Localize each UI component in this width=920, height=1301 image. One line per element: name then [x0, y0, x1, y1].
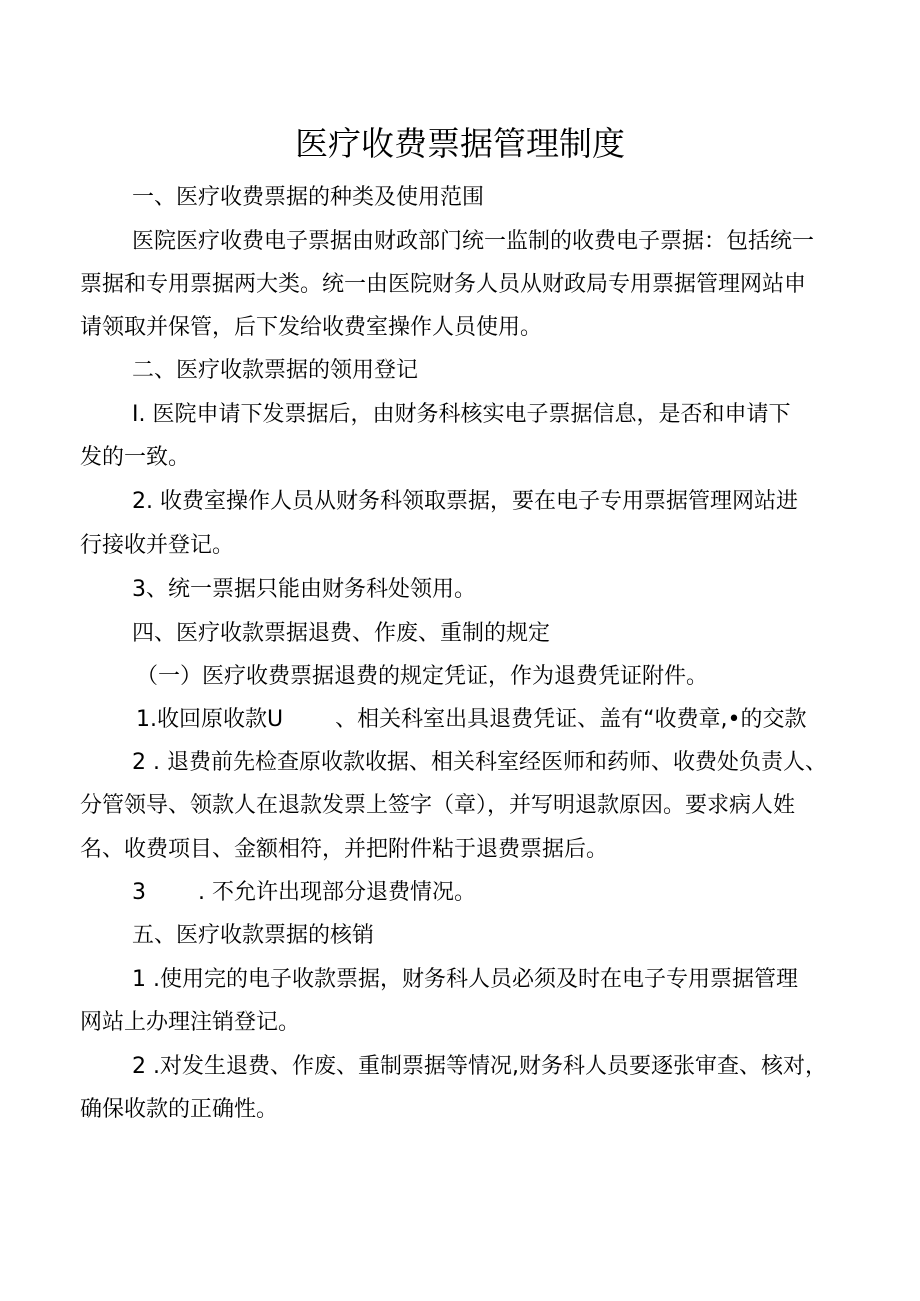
- paragraph-line: 名、收费项目、金额相符，并把附件粘于退费票据后。: [80, 837, 609, 862]
- line-fragment: 3: [132, 880, 146, 905]
- paragraph-line: 网站上办理注销登记。: [80, 1010, 301, 1035]
- section-heading-2: 二、医疗收款票据的领用登记: [132, 358, 419, 383]
- paragraph-line: 分管领导、领款人在退款发票上签字（章），并写明退款原因。要求病人姓: [80, 793, 796, 818]
- line-fragment: . 不允许出现部分退费情况。: [198, 880, 476, 905]
- paragraph-line: 请领取并保管，后下发给收费室操作人员使用。: [80, 315, 543, 340]
- paragraph-line: 1 .使用完的电子收款票据，财务科人员必须及时在电子专用票据管理: [132, 967, 798, 992]
- paragraph-line: 确保收款的正确性。: [80, 1097, 279, 1122]
- paragraph-line: [136, 705, 806, 735]
- paragraph-line: 医院医疗收费电子票据由财政部门统一监制的收费电子票据：包括统一: [132, 229, 815, 254]
- line-fragment: 、相关科室出具退费凭证、盖有“收费章,•的交款: [335, 707, 807, 732]
- subsection-heading: （一）医疗收费票据退费的规定凭证，作为退费凭证附件。: [136, 664, 709, 689]
- paragraph-line: 2 . 退费前先检查原收款收据、相关科室经医师和药师、收费处负责人、: [132, 750, 827, 775]
- paragraph-line: 2. 收费室操作人员从财务科领取票据，要在电子专用票据管理网站进: [132, 489, 798, 514]
- paragraph-line: 行接收并登记。: [80, 533, 235, 558]
- section-heading-1: 一、医疗收费票据的种类及使用范围: [132, 185, 485, 210]
- section-heading-4: 四、医疗收款票据退费、作废、重制的规定: [132, 621, 551, 646]
- document-title: 医疗收费票据管理制度: [295, 124, 625, 163]
- paragraph-line: 票据和专用票据两大类。统一由医院财务人员从财政局专用票据管理网站申: [80, 272, 807, 297]
- paragraph-line: I. 医院申请下发票据后，由财务科核实电子票据信息，是否和申请下: [132, 402, 791, 427]
- line-fragment: 1.收回原收款U: [136, 707, 284, 732]
- paragraph-line: 发的一致。: [80, 445, 191, 470]
- section-heading-5: 五、医疗收款票据的核销: [132, 923, 375, 948]
- paragraph-line: [132, 878, 476, 908]
- paragraph-line: 2 .对发生退费、作废、重制票据等情况,财务科人员要逐张审查、核对，: [132, 1054, 827, 1079]
- paragraph-line: 3、统一票据只能由财务科处领用。: [132, 577, 476, 602]
